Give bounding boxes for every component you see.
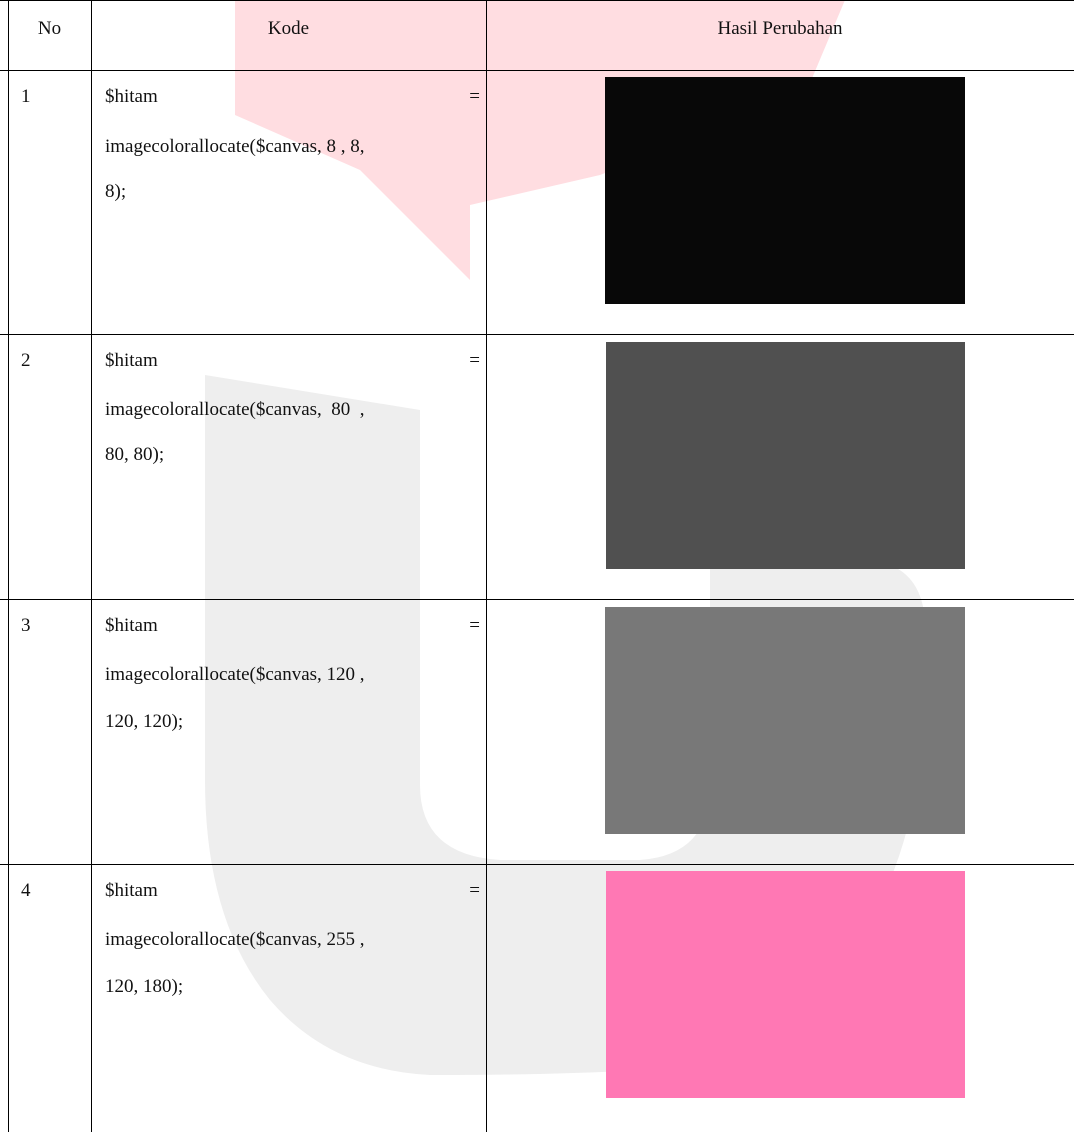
row-1-code-line-2: imagecolorallocate($canvas, 8 , 8, [105, 136, 365, 157]
row-2-code-equals: = [469, 350, 480, 371]
row-4-code-line-2: imagecolorallocate($canvas, 255 , [105, 929, 365, 950]
row-2-code-line-3: 80, 80); [105, 444, 165, 465]
table-top-border [0, 0, 1074, 1]
row-3-code-line-3: 120, 120); [105, 711, 184, 732]
row-3-color-swatch [605, 607, 965, 834]
row-1-number: 1 [21, 86, 31, 107]
row-3-code-equals: = [469, 615, 480, 636]
row-1-code-equals: = [469, 86, 480, 107]
row-3-code-line-2: imagecolorallocate($canvas, 120 , [105, 664, 365, 685]
row-4-color-swatch [606, 871, 965, 1098]
row-2-number: 2 [21, 350, 31, 371]
row-4-code-equals: = [469, 880, 480, 901]
header-hasil-perubahan: Hasil Perubahan [717, 18, 843, 39]
row-4-code-variable: $hitam [105, 880, 158, 901]
header-bottom-border [0, 70, 1074, 71]
header-kode: Kode [267, 18, 310, 39]
row-2-code-line-2: imagecolorallocate($canvas, 80 , [105, 399, 365, 420]
row-2-code-variable: $hitam [105, 350, 158, 371]
row-3-bottom-border [0, 864, 1074, 865]
row-3-code-variable: $hitam [105, 615, 158, 636]
row-3-number: 3 [21, 615, 31, 636]
table-left-border [8, 0, 9, 1132]
row-1-bottom-border [0, 334, 1074, 335]
row-4-code-line-3: 120, 180); [105, 976, 184, 997]
row-2-color-swatch [606, 342, 965, 569]
row-4-number: 4 [21, 880, 31, 901]
row-1-code-variable: $hitam [105, 86, 158, 107]
column-divider-kode-hasil [486, 0, 487, 1132]
row-2-bottom-border [0, 599, 1074, 600]
header-no: No [37, 18, 62, 39]
row-1-code-line-3: 8); [105, 181, 127, 202]
column-divider-no-kode [91, 0, 92, 1132]
row-1-color-swatch [605, 77, 965, 304]
